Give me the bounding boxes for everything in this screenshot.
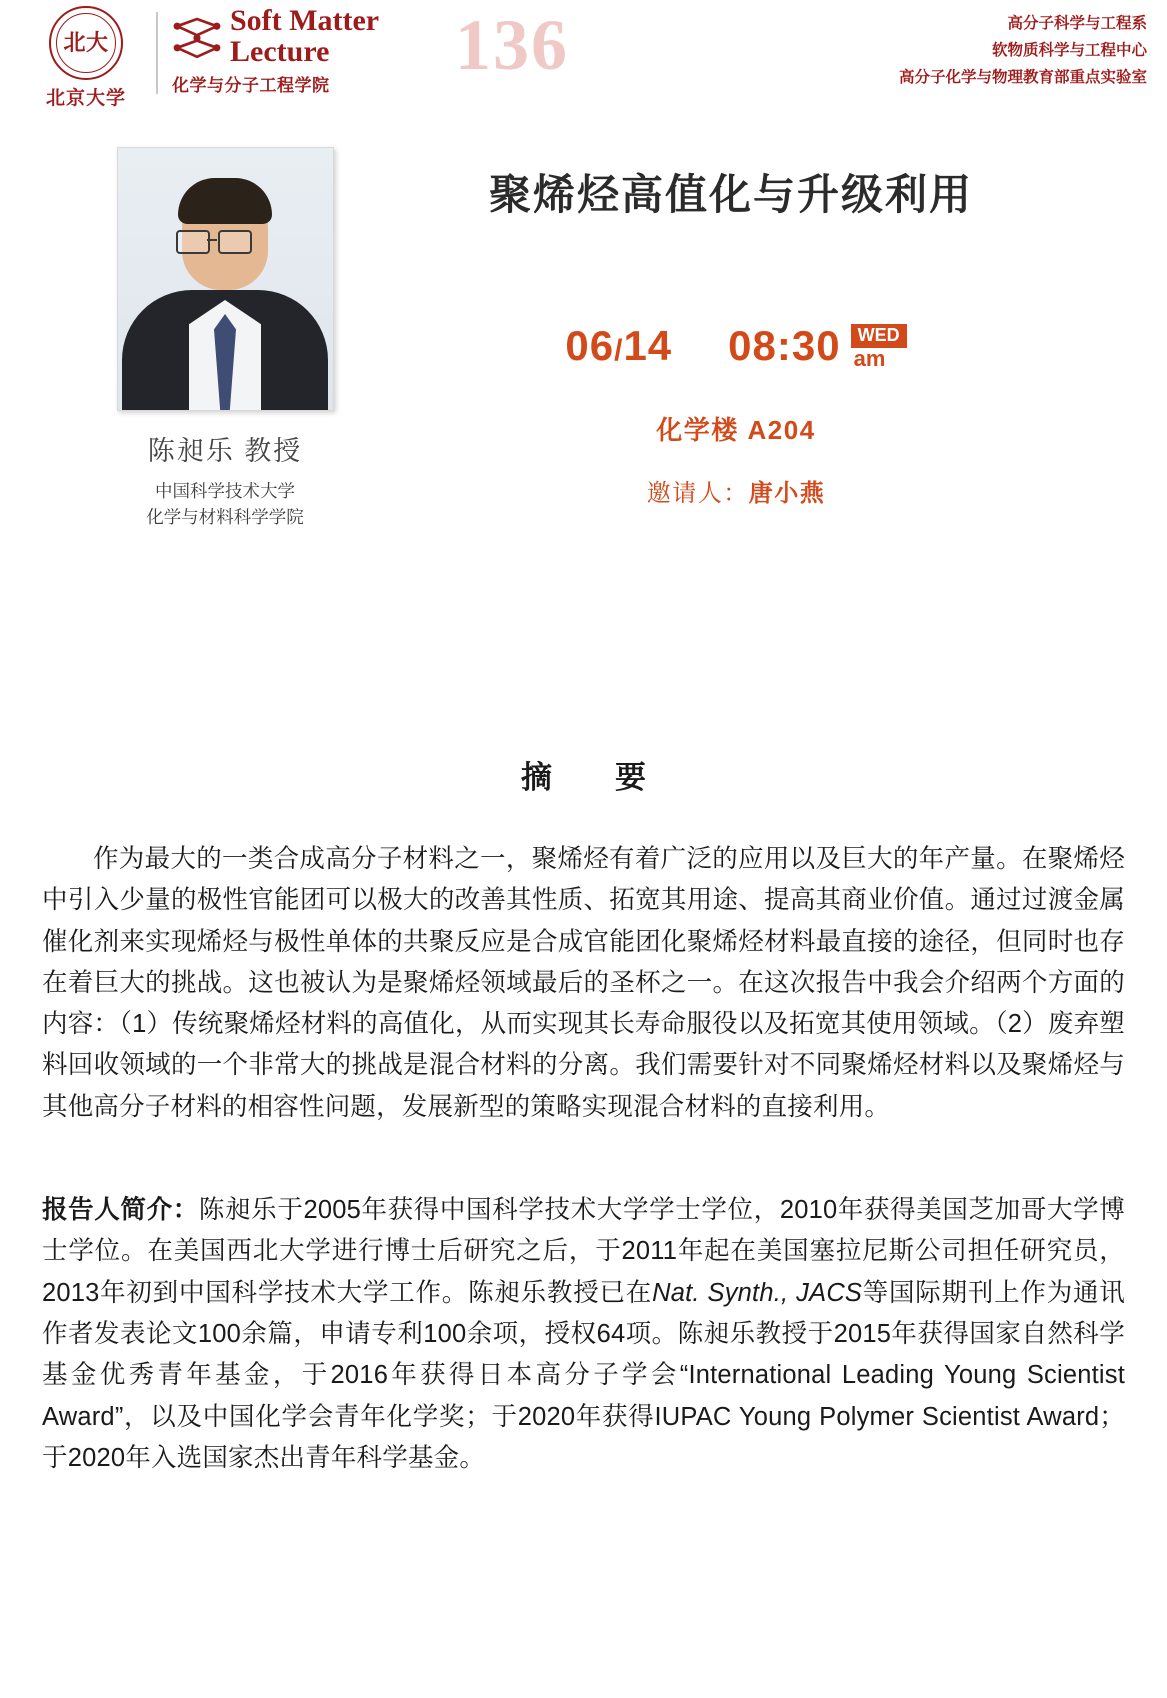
talk-weekday: WED xyxy=(851,324,907,348)
lecture-number: 136 xyxy=(455,5,569,85)
speaker-and-talk-section xyxy=(0,122,1167,642)
speaker-affiliation-line2: 化学与材料科学学院 xyxy=(146,507,304,528)
soft-matter-lecture-logo xyxy=(170,6,440,96)
affiliation-line-1: 高分子科学与工程系 xyxy=(1007,15,1147,32)
talk-date-month: 06 xyxy=(565,322,615,369)
speaker-name: 陈昶乐 教授 xyxy=(147,436,303,466)
talk-date xyxy=(565,322,672,370)
affiliation-line-3: 高分子化学与物理教育部重点实验室 xyxy=(898,69,1147,87)
abstract-heading: 摘 要 xyxy=(521,760,662,795)
header-divider xyxy=(156,12,158,94)
series-title-line1: Soft Matter xyxy=(230,4,380,37)
talk-weekday-badge xyxy=(851,324,907,372)
portrait-glasses-right xyxy=(218,230,252,254)
header-affiliations xyxy=(899,10,1147,91)
portrait-glasses-left xyxy=(176,230,210,254)
bio-part-1: 陈昶乐于2005年获得中国科学技术大学学士学位，2010年获得美国芝加哥大学博士学位。在美国西北大学进行博士后研究之后，于2011年起在美国塞拉尼斯公司担任研究员，2013年初到中国科学技术大学工作。陈昶乐教授已在 xyxy=(42,1196,1125,1307)
talk-datetime xyxy=(365,322,1127,372)
abstract-text: 作为最大的一类合成高分子材料之一，聚烯烃有着广泛的应用以及巨大的年产量。在聚烯烃中引入少量的极性官能团可以极大的改善其性质、拓宽其用途、提高其商业价值。通过过渡金属催化剂来实现烯烃与极性单体的共聚反应是合成官能团化聚烯烃材料最直接的途径，但同时也存在着巨大的挑战。这也被认为是聚烯烃领域最后的圣杯之一。在这次报告中我会介绍两个方面的内容：（1）传统聚烯烃材料的高值化，从而实现其长寿命服役以及拓宽其使用领域。（2）废弃塑料回收领域的一个非常大的挑战是混合材料的分离。我们需要针对不同聚烯烃材料以及聚烯烃与其他高分子材料的相容性问题，发展新型的策略实现混合材料的直接利用。 xyxy=(42,845,1125,1121)
portrait-hair xyxy=(178,178,272,224)
series-subtitle: 化学与分子工程学院 xyxy=(172,76,330,96)
speaker-portrait xyxy=(117,147,334,411)
pku-seal-text: 北大 xyxy=(63,30,109,55)
speaker-bio xyxy=(42,1190,1125,1479)
bio-journal-names: Nat. Synth., JACS xyxy=(652,1278,863,1307)
speaker-block xyxy=(100,147,350,531)
university-name: 北京大学 xyxy=(45,88,126,109)
bio-label: 报告人简介： xyxy=(42,1196,199,1225)
talk-title: 聚烯烃高值化与升级利用 xyxy=(488,171,973,218)
talk-date-day: 14 xyxy=(623,322,673,369)
pku-seal-icon xyxy=(49,6,123,80)
talk-venue: 化学楼 A204 xyxy=(656,414,816,445)
talk-host-label: 邀请人： xyxy=(646,479,749,507)
talk-host xyxy=(365,473,1127,508)
polymer-chain-icon xyxy=(170,10,224,64)
poster-header xyxy=(0,0,1167,122)
portrait-glasses-bridge xyxy=(207,239,217,241)
talk-time: 08:30 xyxy=(728,322,841,369)
pku-logo xyxy=(22,6,150,116)
bio-part-2: 等国际期刊上作为通讯作者发表论文100余篇，申请专利100余项，授权64项。陈昶乐教授于2015年获得国家自然科学基金优秀青年基金，于2016年获得日本高分子学会“International Leading Young Scientist Award”，以及中国化学会青年化学奖；于2020年获得IUPAC Young Polymer Scientist Award；于2020年入选国家杰出青年科学基金。 xyxy=(42,1278,1125,1472)
series-title-line2: Lecture xyxy=(230,34,330,68)
speaker-affiliation-line1: 中国科学技术大学 xyxy=(155,481,295,501)
talk-date-separator: / xyxy=(614,334,624,367)
affiliation-line-2: 软物质科学与工程中心 xyxy=(991,42,1147,60)
talk-info xyxy=(365,162,1127,508)
talk-host-name: 唐小燕 xyxy=(748,479,826,507)
talk-meridiem: am xyxy=(853,345,886,371)
